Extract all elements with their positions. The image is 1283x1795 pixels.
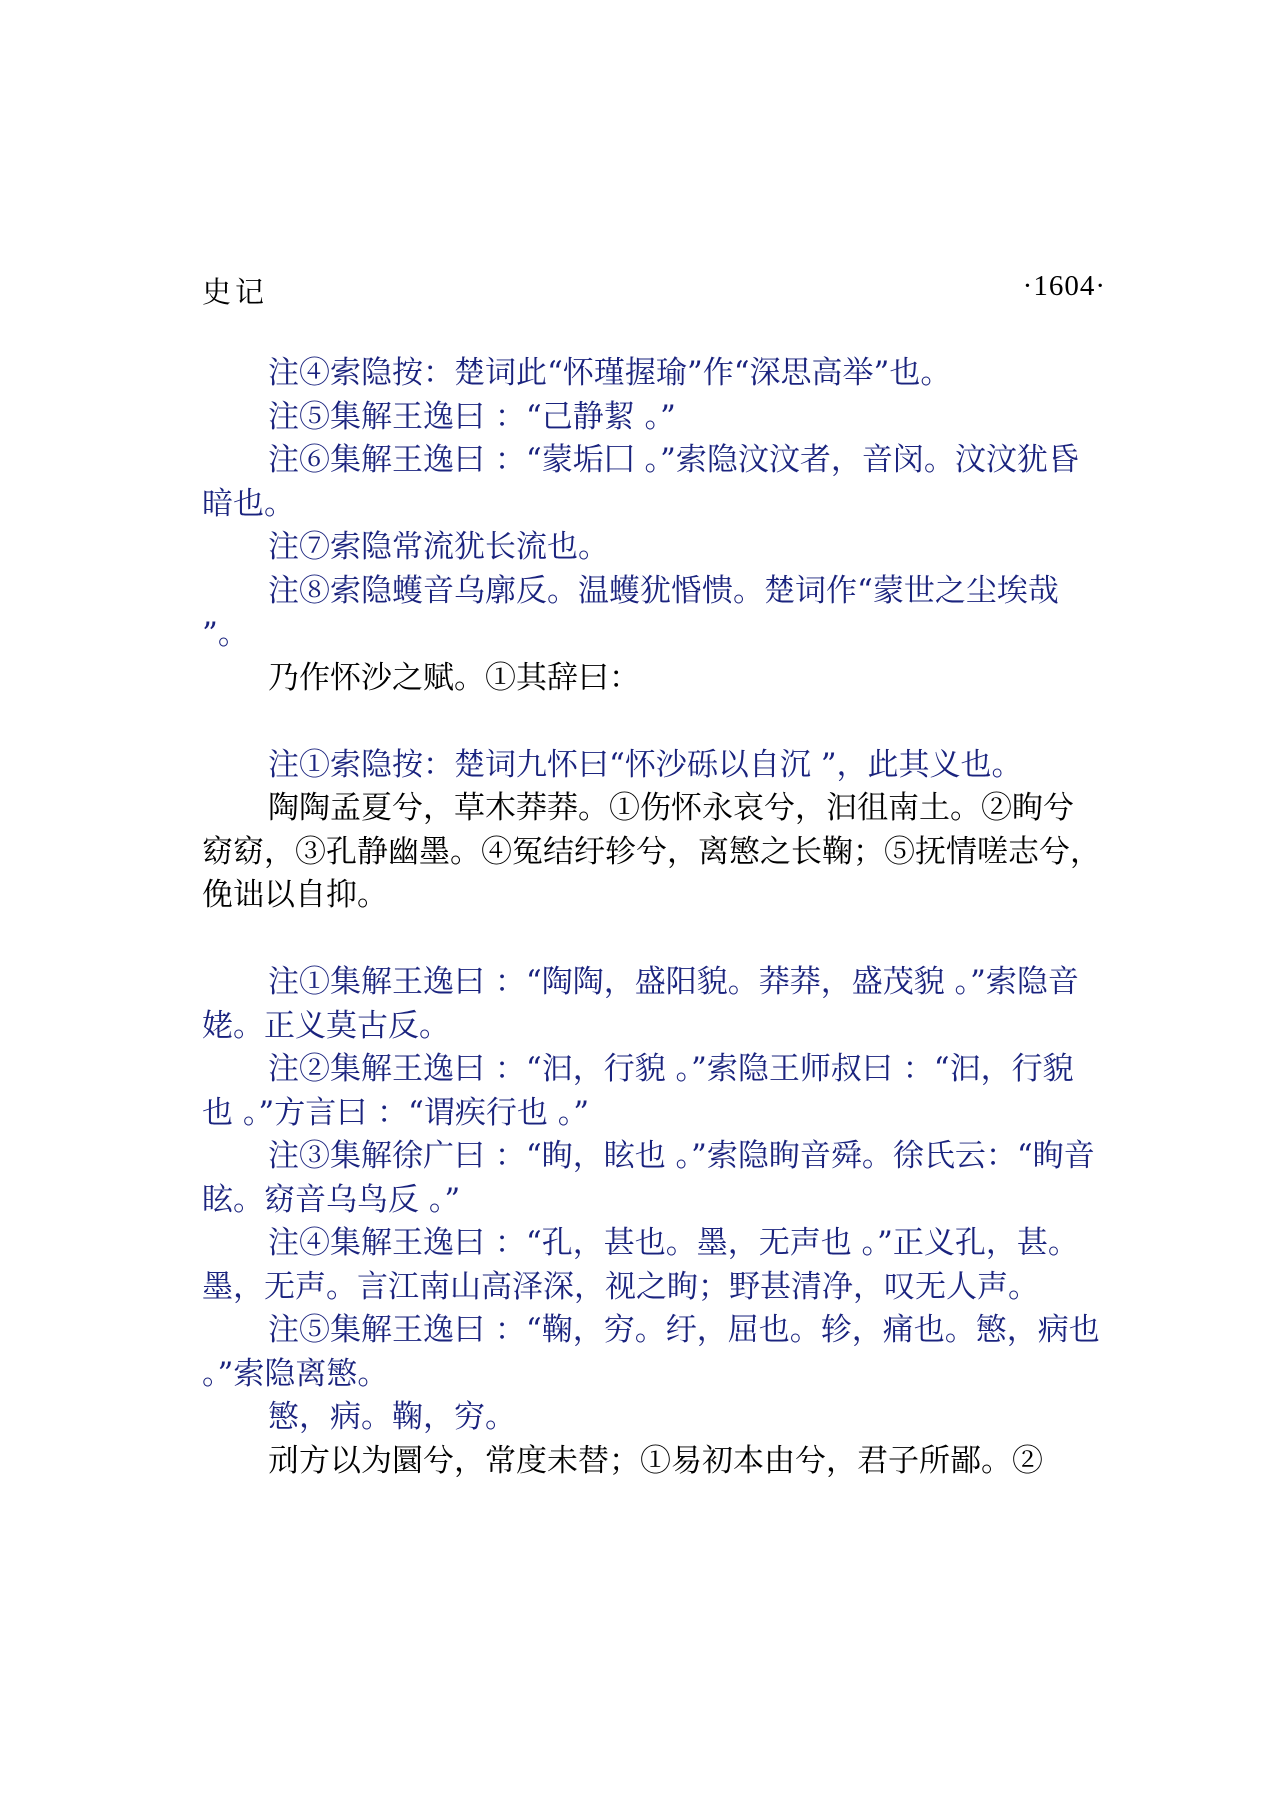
paragraph-spacer bbox=[202, 918, 1102, 962]
annotation-paragraph: 注①集解王逸曰 ：“陶陶，盛阳貌。莽莽，盛茂貌 。”索隐音姥。正义莫古反。 bbox=[202, 964, 1079, 1044]
annotation-paragraph: 注②集解王逸曰 ：“汩，行貌 。”索隐王师叔曰 ：“汩，行貌也 。”方言曰 ：“谓疾行也 。” bbox=[202, 1051, 1074, 1131]
annotation-paragraph: 注⑤集解王逸曰 ：“己静絜 。” bbox=[268, 398, 676, 435]
annotation-paragraph: 注③集解徐广曰 ：“眴，眩也 。”索隐眴音舜。徐氏云：“眴音眩。窈音乌鸟反 。” bbox=[202, 1138, 1095, 1218]
annotation-paragraph: 注⑧索隐蠖音乌廓反。温蠖犹惛愦。楚词作“蒙世之尘埃哉 ”。 bbox=[202, 572, 1059, 652]
annotation-paragraph: 注⑤集解王逸曰 ：“鞠，穷。纡，屈也。轸，痛也。慜，病也 。”索隐离慜。 bbox=[202, 1312, 1100, 1392]
page-body bbox=[202, 352, 1102, 1483]
annotation-paragraph: 慜，病。鞠，穷。 bbox=[268, 1399, 516, 1435]
annotation-paragraph: 注④索隐按：楚词此“怀瑾握瑜”作“深思高举”也。 bbox=[268, 355, 952, 391]
main-text-paragraph: 陶陶孟夏兮，草木莽莽。①伤怀永哀兮，汩徂南土。②眴兮窈窈，③孔静幽墨。④冤结纡轸兮，离慜之长鞠；⑤抚情嗟志兮，俛诎以自抑。 bbox=[202, 790, 1101, 913]
annotation-paragraph: 注④集解王逸曰 ：“孔，甚也。墨，无声也 。”正义孔，甚。墨，无声。言江南山高泽深，视之眴；野甚清净，叹无人声。 bbox=[202, 1225, 1079, 1305]
page-number: ·1604· bbox=[1022, 270, 1106, 302]
main-text-paragraph: 刓方以为圜兮，常度未替；①易初本由兮，君子所鄙。② bbox=[268, 1442, 1043, 1479]
annotation-paragraph: 注⑦索隐常流犹长流也。 bbox=[268, 529, 609, 565]
main-text-paragraph: 乃作怀沙之赋。①其辞曰： bbox=[268, 659, 640, 696]
book-title: 史记 bbox=[202, 275, 269, 309]
annotation-paragraph: 注①索隐按：楚词九怀曰“怀沙砾以自沉 ”，此其义也。 bbox=[268, 746, 1023, 783]
annotation-paragraph: 注⑥集解王逸曰 ：“蒙垢囗 。”索隐汶汶者，音闵。汶汶犹昏暗也。 bbox=[202, 442, 1079, 522]
paragraph-spacer bbox=[202, 700, 1102, 744]
